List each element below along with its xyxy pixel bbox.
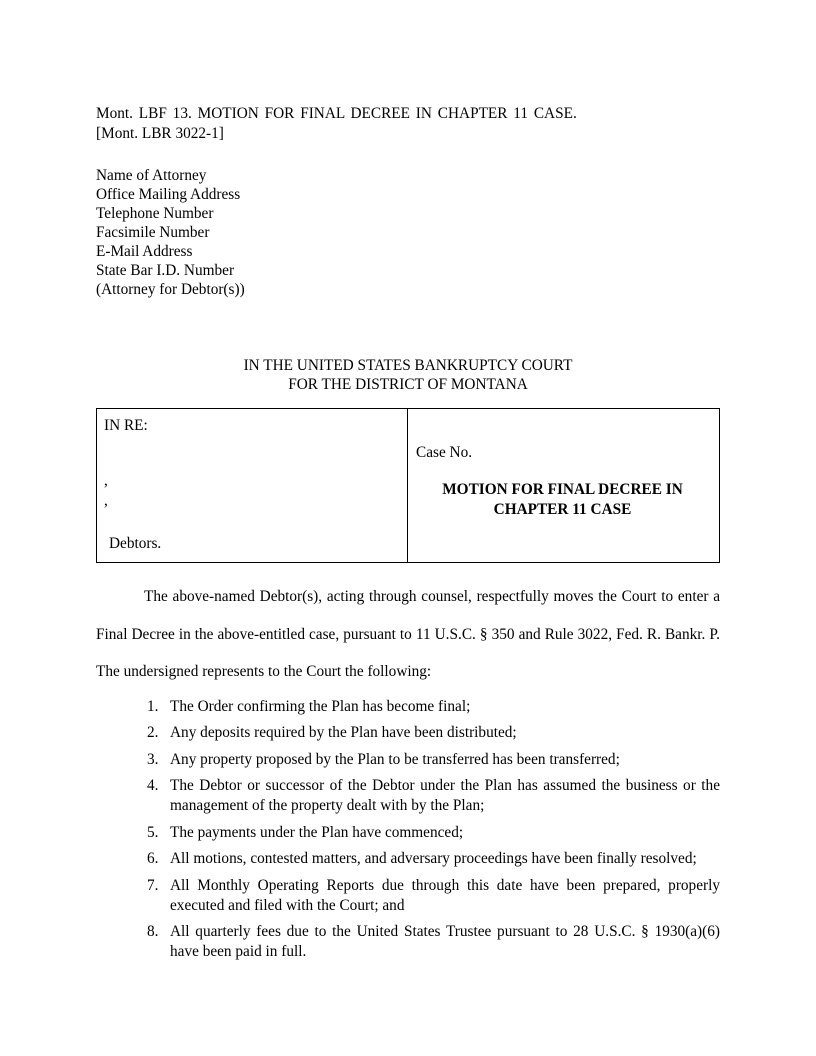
list-item-number: 5. [147, 823, 159, 841]
attorney-address-line: Office Mailing Address [96, 186, 241, 203]
list-item-text: The payments under the Plan have commenced; [170, 823, 464, 841]
representations-list [96, 697, 720, 963]
form-number-line: Mont. LBF 13. MOTION FOR FINAL DECREE IN CHAPTER 11 CASE. [96, 105, 577, 122]
list-item [147, 849, 720, 869]
list-item-number: 4. [147, 777, 159, 794]
attorney-email-line: E-Mail Address [96, 243, 193, 260]
list-item [147, 750, 720, 770]
opening-paragraph: The above-named Debtor(s), acting through counsel, respectfully moves the Court to enter a Final Decree in the above-entitled case, pursuant to 11 U.S.C. § 350 and Rule 3022, Fed. R. Bankr. P. The undersigned represents to the Court the following: [96, 588, 720, 680]
debtor-name-blank-1: , [104, 472, 108, 489]
court-district-line: FOR THE DISTRICT OF MONTANA [288, 376, 528, 393]
attorney-for-debtors-line: (Attorney for Debtor(s)) [96, 281, 245, 298]
debtors-label: Debtors. [109, 535, 162, 552]
list-item-number: 2. [147, 724, 159, 741]
list-item [147, 723, 720, 743]
local-rule-reference: [Mont. LBR 3022-1] [96, 125, 224, 142]
motion-title-line-2: CHAPTER 11 CASE [493, 500, 632, 518]
attorney-bar-id-line: State Bar I.D. Number [96, 262, 235, 279]
motion-title-line-1: MOTION FOR FINAL DECREE IN [442, 481, 683, 498]
list-item-text: All quarterly fees due to the United States Trustee pursuant to 28 U.S.C. § 1930(a)(6) have been paid in full. [170, 923, 720, 960]
court-caption [96, 356, 720, 394]
caption-right-cell [408, 409, 719, 562]
form-header [96, 0, 720, 144]
list-item-text: The Order confirming the Plan has become final; [170, 697, 471, 715]
list-item-text: All Monthly Operating Reports due through this date have been prepared, properly executed and filed with the Court; and [170, 876, 720, 914]
list-item-text: All motions, contested matters, and adversary proceedings have been finally resolved; [170, 850, 697, 867]
attorney-facsimile-line: Facsimile Number [96, 224, 210, 241]
debtor-name-blank-2: , [104, 492, 108, 509]
list-item [147, 823, 720, 843]
list-item-text: Any deposits required by the Plan have been distributed; [170, 724, 517, 741]
attorney-telephone-line: Telephone Number [96, 205, 214, 222]
list-item-number: 6. [147, 850, 159, 867]
list-item-number: 3. [147, 750, 159, 768]
list-item [147, 776, 720, 816]
list-item [147, 876, 720, 916]
court-name-line: IN THE UNITED STATES BANKRUPTCY COURT [243, 357, 573, 374]
attorney-info-block [96, 166, 720, 299]
list-item-number: 1. [147, 697, 159, 715]
in-re-label: IN RE: [104, 417, 148, 434]
case-number-label: Case No. [416, 444, 473, 461]
motion-title [416, 480, 709, 519]
caption-left-cell [97, 409, 408, 562]
list-item-text: Any property proposed by the Plan to be transferred has been transferred; [170, 750, 620, 768]
list-item [147, 697, 720, 717]
list-item-text: The Debtor or successor of the Debtor under the Plan has assumed the business or the management of the property dealt with by the Plan; [170, 777, 720, 814]
attorney-name-line: Name of Attorney [96, 167, 207, 184]
case-caption-table [96, 408, 720, 563]
list-item-number: 8. [147, 923, 159, 940]
list-item [147, 922, 720, 962]
list-item-number: 7. [147, 876, 159, 894]
